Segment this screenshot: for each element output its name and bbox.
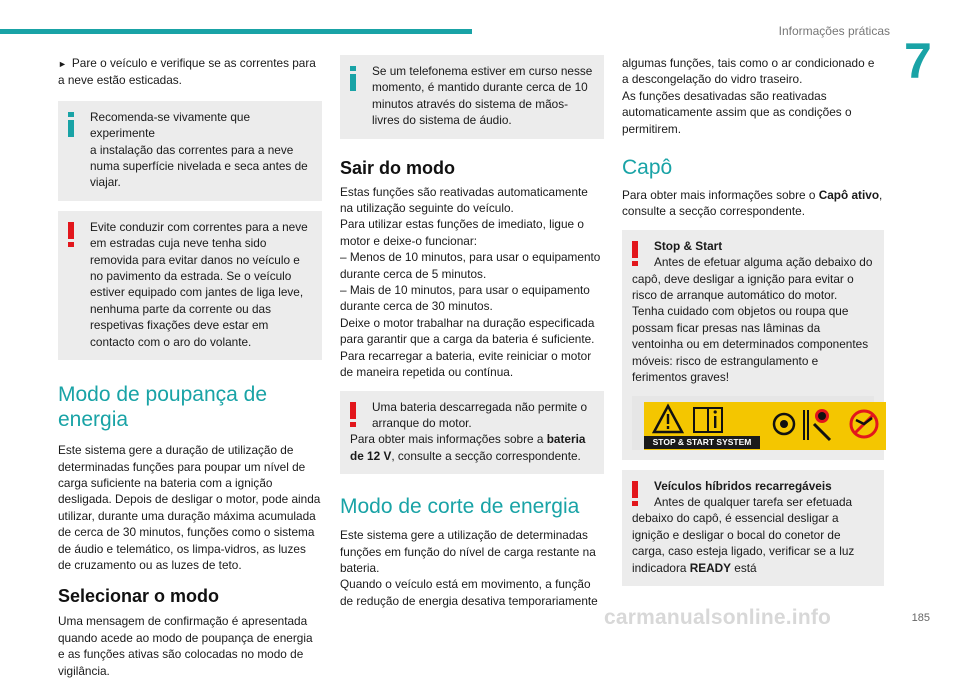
warning-box-stop-start <box>622 230 884 460</box>
heading-power-saving: Modo de poupança de energia <box>58 383 268 432</box>
warning-box <box>58 211 322 360</box>
paragraph: – Menos de 10 minutos, para usar o equipamento durante cerca de 5 minutos. <box>340 250 601 281</box>
warning-box-line2: arranque do motor. <box>372 415 472 430</box>
column-2 <box>340 55 604 609</box>
paragraph: capô, deve desligar a ignição para evitar o risco de arranque automático do motor. <box>632 271 854 303</box>
warning-icon <box>68 222 74 247</box>
info-icon <box>68 112 74 137</box>
stop-start-pictogram <box>632 396 874 450</box>
paragraph: Estas funções são reativadas automaticamente na utilização seguinte do veículo. <box>340 184 588 216</box>
select-mode-text: Uma mensagem de confirmação é apresentada quando acede ao modo de poupança de energia e as funções ativas são colocadas no modo de vigilância. <box>58 614 313 678</box>
warning-box-more: Para obter mais informações sobre a bateria de 12 V, consulte a secção correspondente. <box>350 432 586 463</box>
info-box <box>58 101 322 201</box>
warning-title: Veículos híbridos recarregáveis <box>654 478 832 493</box>
info-box <box>340 55 604 139</box>
bonnet-text: Para obter mais informações sobre o Capô ativo, consulte a secção correspondente. <box>622 188 883 219</box>
chapter-number: 7 <box>904 33 932 89</box>
warning-title: Stop & Start <box>654 238 723 253</box>
exit-mode-text <box>340 184 604 381</box>
warning-box-line1: Antes de qualquer tarefa ser efetuada <box>654 494 853 509</box>
paragraph: – Mais de 10 minutos, para usar o equipamento durante cerca de 30 minutos. <box>340 283 590 314</box>
warning-icon <box>632 241 638 266</box>
info-box-text: momento, é mantido durante cerca de 10 minutos através do sistema de mãos-livres do sistema de áudio. <box>372 80 588 128</box>
pictogram-label: STOP & START SYSTEM <box>644 436 760 449</box>
warning-icon <box>632 481 638 506</box>
info-box-text: a instalação das correntes para a neve numa superfície nivelada e seca antes de viajar. <box>90 142 308 190</box>
watermark: carmanualsonline.info <box>604 606 832 629</box>
warning-box-text: em estradas cuja neve tenha sido removida para evitar danos no veículo e no pavimento da estrada. Se o veículo estiver equipado com jantes de liga leve, nenhuma parte da corrente ou das respetivas fixações deve estar em contacto com o aro do volante. <box>90 236 304 349</box>
warning-icon <box>350 402 356 427</box>
paragraph: Este sistema gere a utilização de determinadas funções em função do nível de carga restante na bateria. <box>340 528 596 575</box>
column-1 <box>58 55 322 679</box>
paragraph: Para recarregar a bateria, evite reiniciar o motor de maneira repetida ou contínua. <box>340 348 592 380</box>
warning-box-text: debaixo do capô, é essencial desligar a ignição e desligar o bocal do conetor de carga, caso esteja ligado, verificar se a luz indicadora READY está <box>632 511 855 575</box>
power-saving-text: Este sistema gere a duração de utilização de determinadas funções para poupar um nível de carga suficiente na bateria com a ignição desligada. Depois de desligar o motor, pode ainda utilizar, durante uma duração máxima acumulada de cerca de 30 minutos, funções como o sistema de áudio e telemático, os limpa-vidros, as luzes de cruzamento ou as luzes de teto. <box>58 443 321 572</box>
header-accent-bar <box>0 29 472 34</box>
section-title: Informações práticas <box>778 24 890 38</box>
heading-exit-mode: Sair do modo <box>340 157 456 178</box>
bullet-item: ► Pare o veículo e verifique se as correntes para a neve estão esticadas. <box>58 56 316 88</box>
heading-power-cut: Modo de corte de energia <box>340 495 580 519</box>
paragraph: Quando o veículo está em movimento, a função de redução de energia desativa temporariamente <box>340 577 598 608</box>
warning-box-line1: Antes de efetuar alguma ação debaixo do <box>654 255 873 270</box>
info-icon <box>350 66 356 91</box>
page-number: 185 <box>911 612 930 624</box>
power-cut-text <box>340 527 604 609</box>
paragraph: Tenha cuidado com objetos ou roupa que possam ficar presas nas lâminas da ventoinha ou em determinados componentes móveis: risco de estrangulamento e ferimentos graves! <box>632 304 869 385</box>
warning-box-hybrid <box>622 470 884 586</box>
warning-box-line1: Uma bateria descarregada não permite o <box>372 399 588 414</box>
arrow-bullet-icon: ► <box>58 59 67 69</box>
paragraph: algumas funções, tais como o ar condicionado e a descongelação do vidro traseiro. <box>622 56 875 87</box>
paragraph: As funções desativadas são reativadas automaticamente assim que as condições o permitirem. <box>622 88 852 136</box>
paragraph: Para utilizar estas funções de imediato, ligue o motor e deixe-o funcionar: <box>340 217 584 248</box>
column-3 <box>622 55 884 586</box>
info-box-line1: Recomenda-se vivamente que experimente <box>90 109 251 141</box>
info-box-line1: Se um telefonema estiver em curso nesse <box>372 64 593 78</box>
warning-box <box>340 391 604 475</box>
heading-select-mode: Selecionar o modo <box>58 586 220 607</box>
warning-box-line1: Evite conduzir com correntes para a neve <box>90 219 308 234</box>
heading-bonnet: Capô <box>622 156 673 180</box>
paragraph: Deixe o motor trabalhar na duração especificada para garantir que a carga da bateria é suficiente. <box>340 315 595 347</box>
